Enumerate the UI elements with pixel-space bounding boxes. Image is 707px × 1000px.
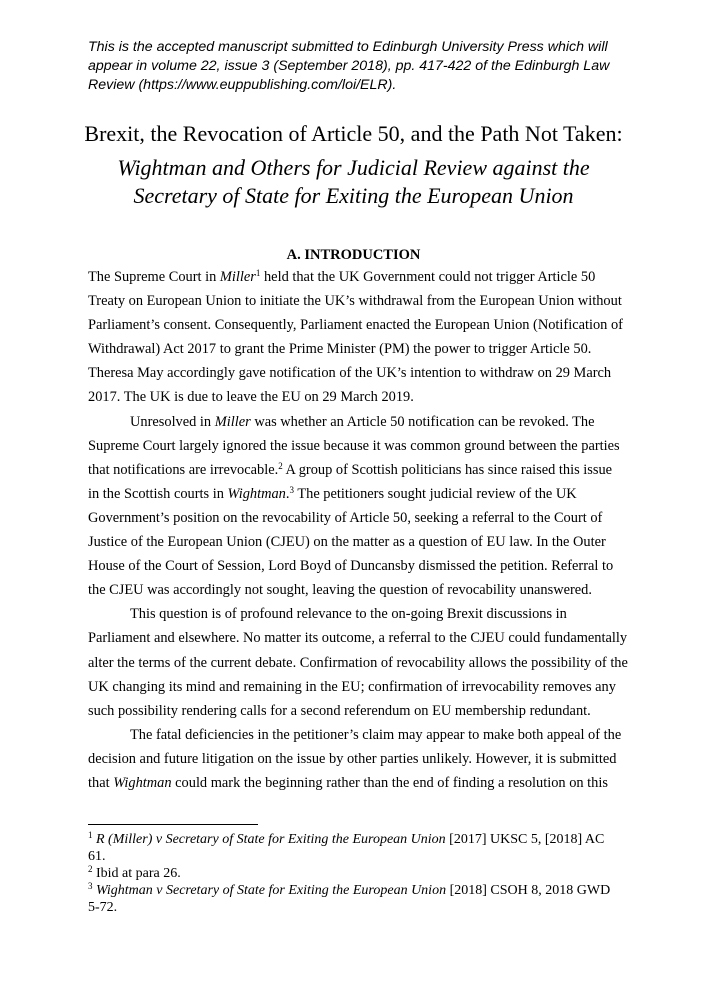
text-line: Justice of the European Union (CJEU) on the matter as a question of EU law. In the Outer [88,534,606,551]
case-name: Miller [219,269,256,285]
paragraph [88,602,628,722]
text-line [88,482,619,506]
text-run: A group of Scottish politicians has since raised this issue [282,461,613,478]
subtitle-line: Secretary of State for Exiting the European Union [133,183,574,208]
footnote-number: 3 [88,881,93,891]
citation: 5-72. [88,900,118,915]
citation: [2017] UKSC 5, [2018] AC [445,832,605,847]
text-line: Theresa May accordingly gave notification of the UK’s intention to withdraw on 29 March [88,365,612,382]
text-run: in the Scottish courts in [88,485,228,502]
text-line: UK changing its mind and remaining in the EU; confirmation of irrevocability removes any [88,678,616,695]
text-line [88,265,619,289]
text-run: The petitioners sought judicial review of the UK [294,485,577,502]
footnote-2 [88,865,619,882]
text-line: decision and future litigation on the issue by other parties unlikely. However, it is submitted [88,750,617,767]
publication-note-line: Review (https://www.euppublishing.com/loi/ELR). [88,77,397,93]
footnote-divider [88,824,258,825]
case-name: R (Miller) v Secretary of State for Exiting the European Union [96,832,446,847]
text-line: alter the terms of the current debate. Confirmation of revocability allows the possibility of the [88,654,628,671]
footnote-number: 2 [88,864,93,874]
text-line: Parliament’s consent. Consequently, Parliament enacted the European Union (Notification of [88,317,623,334]
text-line: 2017. The UK is due to leave the EU on 29 March 2019. [88,389,414,406]
article-title: Brexit, the Revocation of Article 50, and the Path Not Taken: [84,121,623,146]
footnote-ref: 2 [278,460,283,471]
footnote-number: 1 [88,830,93,840]
paragraph [88,410,619,603]
text-run: that notifications are irrevocable. [88,461,279,478]
text-line [88,410,619,434]
subtitle-line: Wightman and Others for Judicial Review against the [117,155,590,180]
text-line: This question is of profound relevance to the on-going Brexit discussions in [130,606,567,623]
publication-note-line: appear in volume 22, issue 3 (September 2018), pp. 417-422 of the Edinburgh Law [88,58,610,74]
section-heading: A. INTRODUCTION [286,247,421,263]
text-run: that [88,774,114,791]
paragraph [88,265,623,410]
text-run: could mark the beginning rather than the end of finding a resolution on this [171,774,608,791]
body-text [88,265,628,795]
article-subtitle [88,154,619,210]
text-line: The fatal deficiencies in the petitioner’s claim may appear to make both appeal of the [130,726,622,743]
text-run: The Supreme Court in [88,269,220,285]
paragraph [88,723,622,795]
citation: 61. [88,849,106,864]
text-run: held that the UK Government could not trigger Article 50 [260,269,596,285]
footnote-ref: 3 [289,484,294,495]
text-line: House of the Court of Session, Lord Boyd of Duncansby dismissed the petition. Referral to [88,558,614,575]
case-name: Wightman [227,485,286,502]
publication-note [88,38,648,95]
case-name: Miller [214,413,251,430]
text-run: . [285,485,290,502]
text-line: Treaty on European Union to initiate the UK’s withdrawal from the European Union without [88,293,622,310]
text-line: Government’s position on the revocability of Article 50, seeking a referral to the Court of [88,509,603,526]
case-name: Wightman [113,774,172,791]
text-line [88,458,619,482]
text-line: Withdrawal) Act 2017 to grant the Prime Minister (PM) the power to trigger Article 50. [88,341,592,358]
text-line: the CJEU was accordingly not sought, leaving the question of revocability unanswered. [88,582,592,599]
text-line: Supreme Court largely ignored the issue because it was common ground between the parties [88,437,620,454]
case-name: Wightman v Secretary of State for Exiting the European Union [96,883,447,898]
footnotes [88,831,619,916]
footnote-1 [88,831,619,865]
text-run: Unresolved in [130,413,215,430]
footnote-ref: 1 [255,268,261,278]
text-run: was whether an Article 50 notification can be revoked. The [250,413,595,430]
citation: Ibid at para 26. [96,866,181,881]
publication-note-line: This is the accepted manuscript submitted to Edinburgh University Press which will [88,39,608,55]
text-line [88,771,619,795]
text-line: such possibility rendering calls for a second referendum on EU membership redundant. [88,702,591,719]
text-line: Parliament and elsewhere. No matter its outcome, a referral to the CJEU could fundamentally [88,630,628,647]
footnote-3 [88,882,619,916]
citation: [2018] CSOH 8, 2018 GWD [446,883,611,898]
